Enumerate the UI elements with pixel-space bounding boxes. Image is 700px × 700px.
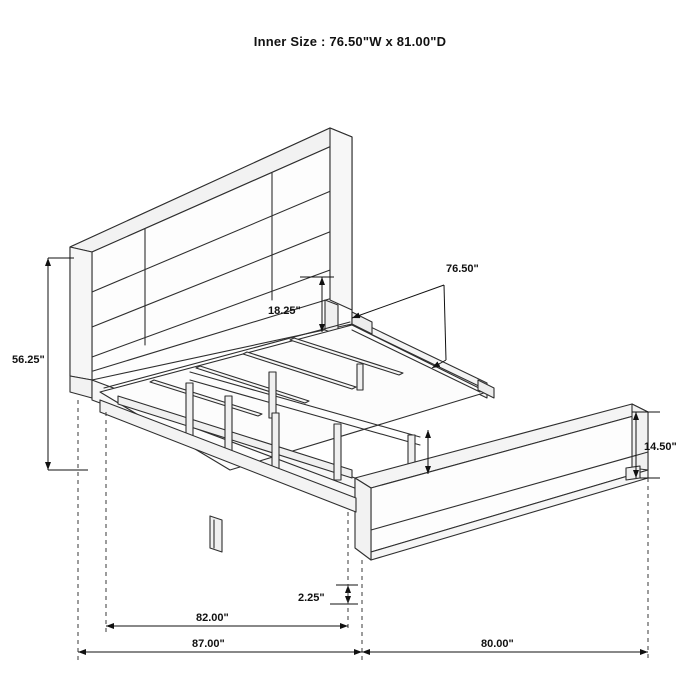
support-leg-5 <box>334 424 341 480</box>
footboard-left-edge <box>355 478 371 560</box>
dim-label-headboard-height: 56.25" <box>12 354 45 366</box>
support-leg-7 <box>357 364 363 390</box>
dim-label-inner-length: 82.00" <box>196 612 229 624</box>
support-leg-3 <box>269 372 276 418</box>
footboard-right-edge <box>632 404 648 470</box>
dim-label-rail-clearance: 2.25" <box>298 592 325 604</box>
dim-label-overall-length: 87.00" <box>192 638 225 650</box>
dim-label-footboard-height: 14.50" <box>644 441 677 453</box>
dim-label-overall-width: 80.00" <box>481 638 514 650</box>
footboard-foot-right <box>626 466 640 480</box>
dim-label-headboard-panel-height: 18.25" <box>268 305 301 317</box>
support-leg-1 <box>186 383 193 439</box>
bed-illustration <box>70 128 648 560</box>
leader-line-76-50-b <box>444 285 446 360</box>
dim-label-inner-width: 76.50" <box>446 263 479 275</box>
page-title: Inner Size : 76.50"W x 81.00"D <box>253 34 447 49</box>
support-leg-4 <box>272 413 279 469</box>
leader-line-76-50 <box>352 285 444 318</box>
bed-front-leg <box>210 516 222 552</box>
headboard-left-post-foot <box>70 376 92 398</box>
headboard-right-post <box>330 128 352 310</box>
headboard-left-post <box>70 247 92 380</box>
support-leg-2 <box>225 396 232 452</box>
